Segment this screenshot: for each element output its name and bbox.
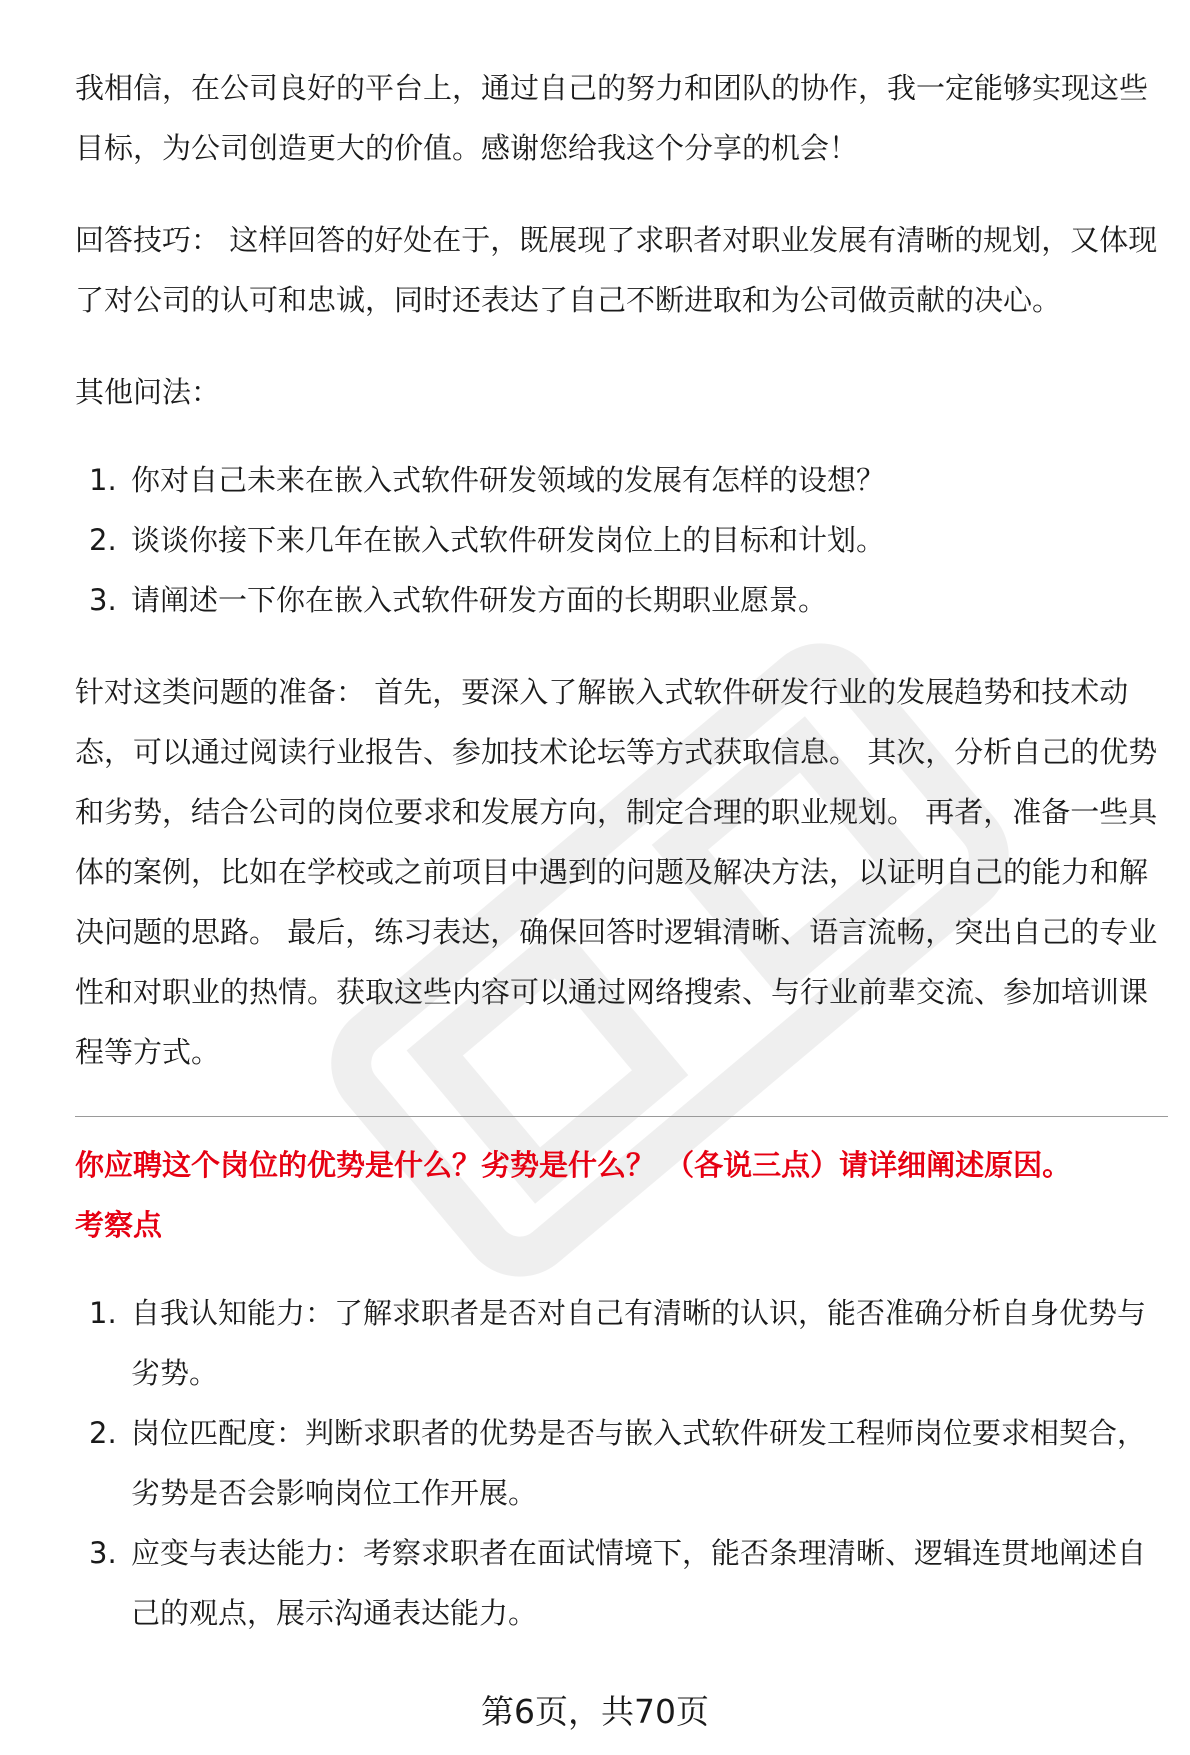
assess-label: 考察点 xyxy=(75,1208,163,1242)
list-item: 3. 请阐述一下你在嵌入式软件研发方面的长期职业愿景。 xyxy=(89,583,828,617)
list-item: 2. 谈谈你接下来几年在嵌入式软件研发岗位上的目标和计划。 xyxy=(89,523,886,557)
section-divider xyxy=(75,1116,1168,1117)
answer-tip: 回答技巧： 这样回答的好处在于，既展现了求职者对职业发展有清晰的规划，又体现了对公司的认可和忠诚，同时还表达了自己不断进取和为公司做贡献的决心。 xyxy=(75,223,1158,317)
list-item: 3. 应变与表达能力：考察求职者在面试情境下，能否条理清晰、逻辑连贯地阐述自己的观点，展示沟通表达能力。 xyxy=(89,1536,1147,1630)
document-body xyxy=(75,58,1168,1643)
page-number: 第6页，共70页 xyxy=(481,1692,709,1731)
assess-points-list xyxy=(75,1283,1168,1643)
list-item: 1. 自我认知能力：了解求职者是否对自己有清晰的认识，能否准确分析自身优势与劣势。 xyxy=(89,1296,1147,1390)
list-item: 2. 岗位匹配度：判断求职者的优势是否与嵌入式软件研发工程师岗位要求相契合，劣势是否会影响岗位工作开展。 xyxy=(89,1416,1147,1510)
preparation-paragraph: 针对这类问题的准备： 首先，要深入了解嵌入式软件研发行业的发展趋势和技术动态，可以通过阅读行业报告、参加技术论坛等方式获取信息。 其次，分析自己的优势和劣势，结合公司的岗位要求和发展方向，制定合理的职业规划。 再者，准备一些具体的案例，比如在学校或之前项目中遇到的问题及解决方法，以证明自己的能力和解决问题的思路。 最后，练习表达，确保回答时逻辑清晰、语言流畅，突出自己的专业性和对职业的热情。获取这些内容可以通过网络搜索、与行业前辈交流、参加培训课程等方式。 xyxy=(75,675,1158,1069)
closing-paragraph: 我相信，在公司良好的平台上，通过自己的努力和团队的协作，我一定能够实现这些目标，为公司创造更大的价值。感谢您给我这个分享的机会！ xyxy=(75,71,1149,165)
question-title: 你应聘这个岗位的优势是什么？劣势是什么？ （各说三点）请详细阐述原因。 xyxy=(75,1148,1072,1182)
other-questions-list xyxy=(75,450,1168,630)
list-item: 1. 你对自己未来在嵌入式软件研发领域的发展有怎样的设想？ xyxy=(89,463,886,497)
other-questions-label: 其他问法： xyxy=(75,375,221,409)
